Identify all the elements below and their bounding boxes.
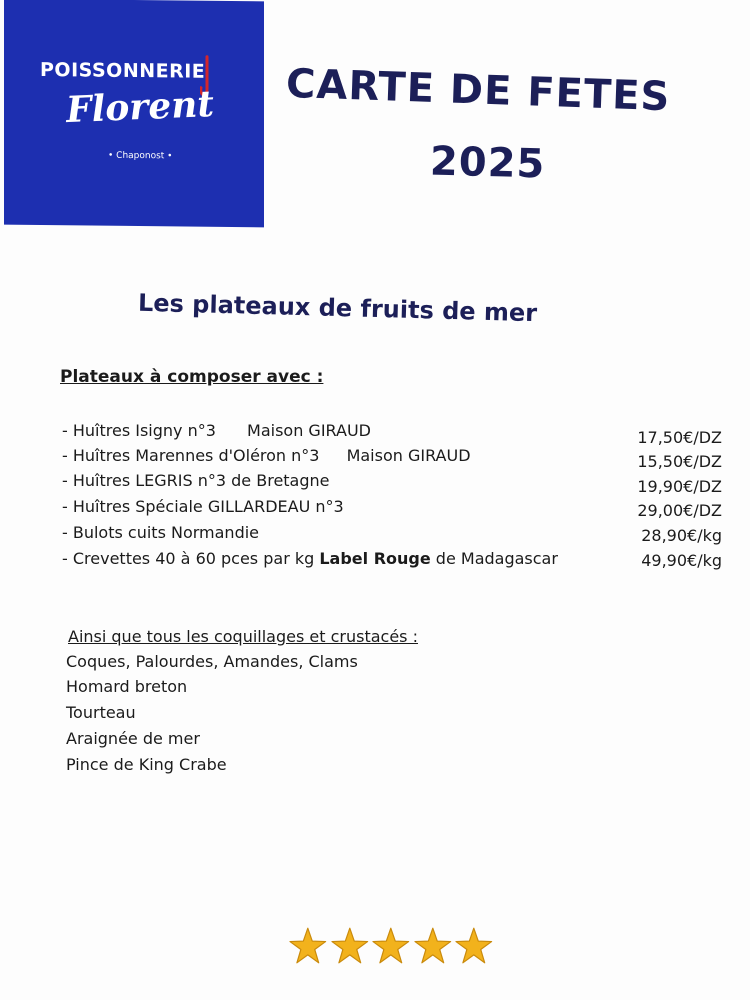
compose-heading: Plateaux à composer avec : bbox=[60, 367, 324, 387]
item-name: - Huîtres Marennes d'Oléron n°3 bbox=[62, 446, 320, 465]
list-item: Araignée de mer bbox=[66, 729, 200, 748]
item-price: 29,00€/DZ bbox=[637, 501, 722, 520]
item-name: - Bulots cuits Normandie bbox=[62, 523, 260, 542]
item-name-end: de Madagascar bbox=[430, 549, 558, 568]
item-supplier: Maison GIRAUD bbox=[346, 446, 471, 465]
list-item: Pince de King Crabe bbox=[66, 755, 227, 774]
item-supplier: Maison GIRAUD bbox=[247, 421, 371, 440]
item-name: - Huîtres Isigny n°3 bbox=[62, 421, 216, 440]
logo-brand-name: Florent bbox=[65, 82, 215, 132]
starfish-icon bbox=[288, 926, 328, 966]
logo-panel bbox=[4, 0, 264, 227]
logo-shop-type: POISSONNERIE bbox=[40, 59, 206, 83]
list-item: Homard breton bbox=[66, 677, 188, 696]
starfish-icon bbox=[371, 926, 411, 966]
section-title: Les plateaux de fruits de mer bbox=[137, 288, 538, 328]
item-name: - Huîtres Spéciale GILLARDEAU n°3 bbox=[62, 497, 344, 516]
page-title: CARTE DE FETES bbox=[285, 60, 672, 121]
item-price: 15,50€/DZ bbox=[637, 452, 722, 471]
starfish-icon bbox=[413, 926, 453, 966]
list-item: Coques, Palourdes, Amandes, Clams bbox=[66, 652, 358, 671]
menu-item bbox=[62, 446, 471, 465]
starfish-icon bbox=[454, 926, 494, 966]
item-name: - Huîtres LEGRIS n°3 de Bretagne bbox=[62, 471, 330, 490]
menu-item bbox=[62, 497, 344, 516]
label-rouge-text: Label Rouge bbox=[319, 549, 431, 568]
item-price: 49,90€/kg bbox=[641, 551, 722, 570]
star-rating bbox=[288, 926, 494, 970]
item-price: 28,90€/kg bbox=[641, 526, 722, 545]
item-price: 19,90€/DZ bbox=[637, 477, 722, 496]
logo-town: • Chaponost • bbox=[108, 150, 173, 162]
starfish-icon bbox=[330, 926, 370, 966]
item-price: 17,50€/DZ bbox=[637, 428, 722, 447]
menu-item bbox=[62, 523, 259, 542]
list-item: Tourteau bbox=[66, 703, 136, 722]
menu-item bbox=[62, 471, 330, 490]
menu-item bbox=[62, 421, 371, 440]
item-name-start: - Crevettes 40 à 60 pces par kg bbox=[62, 549, 320, 568]
menu-item bbox=[62, 549, 558, 568]
page-title-year: 2025 bbox=[429, 138, 546, 188]
shellfish-heading: Ainsi que tous les coquillages et crustacés : bbox=[68, 627, 418, 646]
